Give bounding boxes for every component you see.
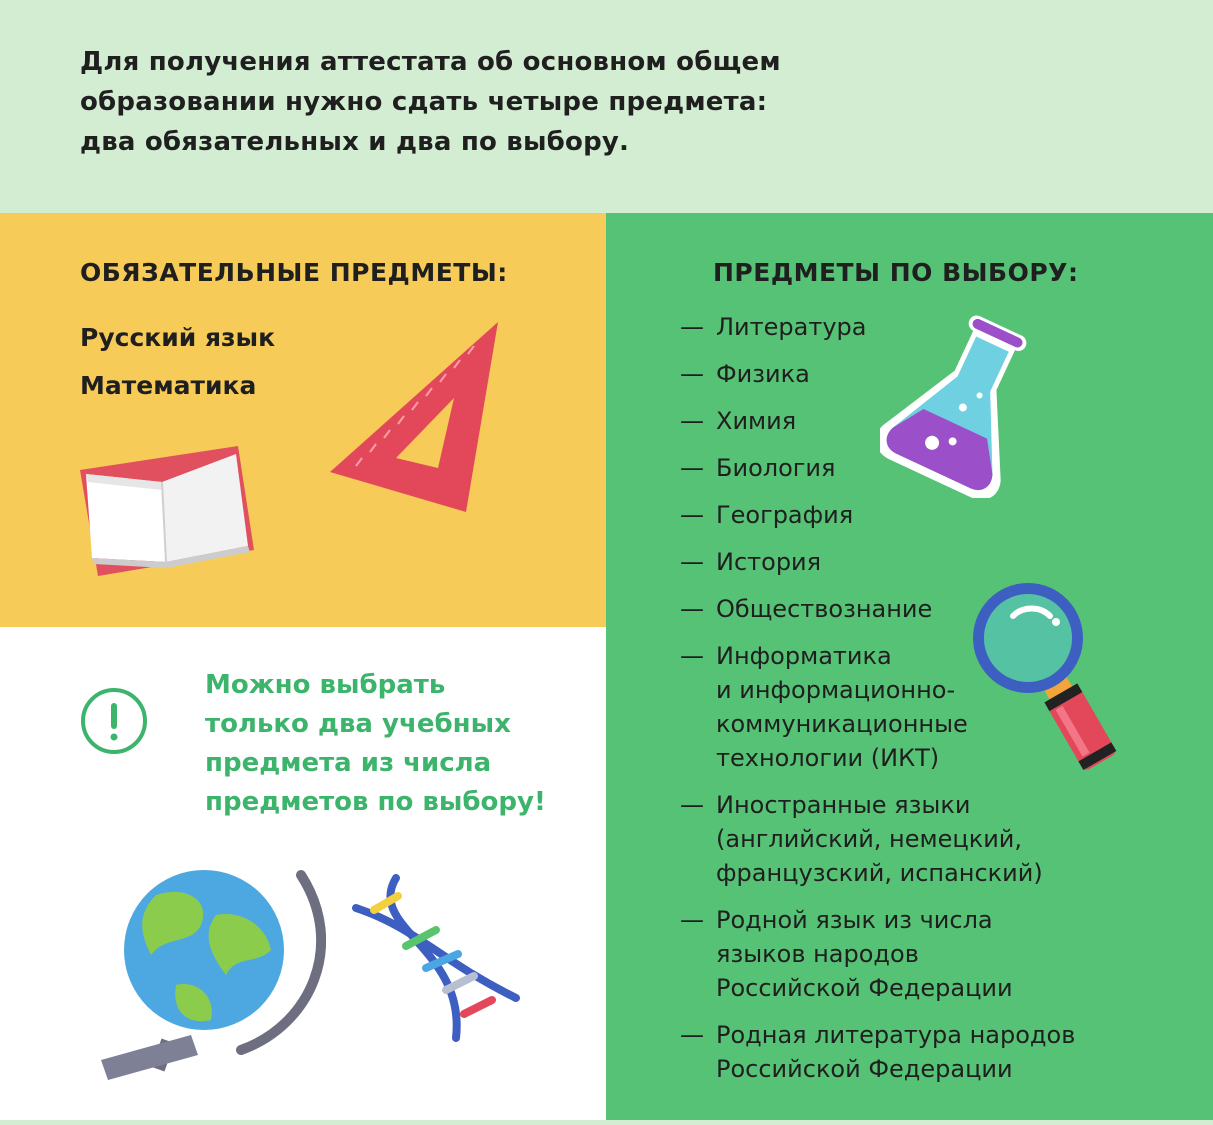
list-dash: — — [680, 313, 704, 341]
optional-item-line: технологии (ИКТ) — [716, 744, 940, 772]
list-dash: — — [680, 642, 704, 670]
dna-icon — [346, 868, 526, 1048]
optional-item-line: Родная литература народов — [716, 1021, 1076, 1049]
optional-item-line: Родной язык из числа — [716, 906, 993, 934]
list-dash: — — [680, 360, 704, 388]
optional-item-line: Российской Федерации — [716, 1055, 1013, 1083]
optional-item-line: и информационно- — [716, 676, 956, 704]
optional-item-line: История — [716, 548, 822, 576]
optional-item-line: (английский, немецкий, — [716, 825, 1023, 853]
mandatory-title: ОБЯЗАТЕЛЬНЫЕ ПРЕДМЕТЫ: — [80, 258, 508, 287]
warning-line: Можно выбрать — [205, 670, 446, 700]
list-dash: — — [680, 454, 704, 482]
optional-item-line: коммуникационные — [716, 710, 968, 738]
optional-item-line: Иностранные языки — [716, 791, 971, 819]
intro-line: Для получения аттестата об основном общем — [80, 47, 781, 77]
bottom-strip — [0, 1120, 1213, 1125]
optional-item-line: Биология — [716, 454, 836, 482]
list-dash: — — [680, 1021, 704, 1049]
optional-item-line: Химия — [716, 407, 797, 435]
optional-item — [680, 788, 1180, 890]
list-dash: — — [680, 501, 704, 529]
mandatory-list — [80, 314, 275, 410]
intro-line: образовании нужно сдать четыре предмета: — [80, 87, 768, 117]
book-icon — [78, 440, 258, 580]
flask-icon — [880, 308, 1050, 498]
magnifier-icon — [968, 578, 1138, 788]
optional-item-line: Физика — [716, 360, 810, 388]
optional-item-line: языков народов — [716, 940, 919, 968]
optional-item — [680, 498, 1180, 532]
optional-item-line: французский, испанский) — [716, 859, 1043, 887]
optional-item-line: Российской Федерации — [716, 974, 1013, 1002]
optional-item — [680, 545, 1180, 579]
exclamation-icon — [80, 687, 148, 755]
optional-item — [680, 1018, 1180, 1086]
intro-line: два обязательных и два по выбору. — [80, 127, 630, 157]
list-dash: — — [680, 407, 704, 435]
warning-line: только два учебных — [205, 709, 511, 739]
warning-line: предметов по выбору! — [205, 787, 546, 817]
list-dash: — — [680, 595, 704, 623]
list-dash: — — [680, 791, 704, 819]
warning-line: предмета из числа — [205, 748, 492, 778]
optional-item-line: География — [716, 501, 854, 529]
optional-item — [680, 903, 1180, 1005]
list-dash: — — [680, 906, 704, 934]
optional-item-line: Обществознание — [716, 595, 933, 623]
optional-title: ПРЕДМЕТЫ ПО ВЫБОРУ: — [713, 258, 1079, 287]
optional-item-line: Литература — [716, 313, 867, 341]
warning-text — [205, 666, 546, 822]
globe-icon — [96, 855, 326, 1100]
mandatory-item: Русский язык — [80, 323, 276, 352]
mandatory-item: Математика — [80, 371, 257, 400]
list-dash: — — [680, 548, 704, 576]
intro-text — [80, 42, 880, 162]
optional-item-line: Информатика — [716, 642, 892, 670]
triangle-ruler-icon — [326, 318, 506, 518]
